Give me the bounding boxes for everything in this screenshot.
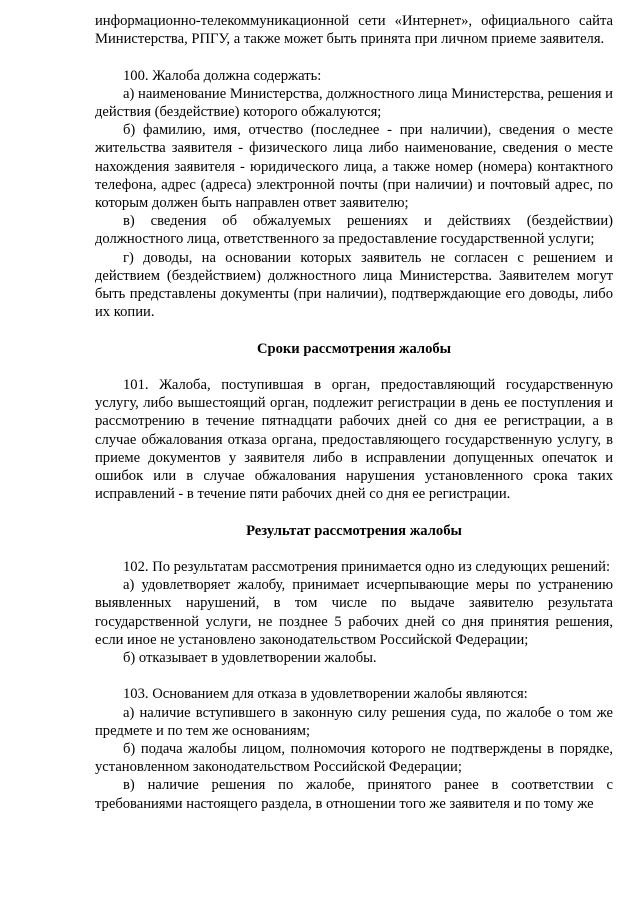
clause-100-b: б) фамилию, имя, отчество (последнее - при наличии), сведения о месте жительства заявителя - физического лица либо наименование, сведения о месте нахождения заявителя - юридического лица, а также номер (номера) контактного телефона, адрес (адреса) электронной почты (при наличии) и почтовый адрес, по которым должен быть направлен ответ заявителю; [95,122,613,212]
clause-102-b: б) отказывает в удовлетворении жалобы. [123,650,377,667]
clause-101: 101. Жалоба, поступившая в орган, предоставляющий государственную услугу, либо вышестоящий орган, подлежит регистрации в день ее поступления и рассмотрению в течение пятнадцати рабочих дней со дня ее регистрации, а в случае обжалования отказа органа, предоставляющего государственную услугу, в приеме документов у заявителя либо в исправлении допущенных опечаток и ошибок или в случае обжалования нарушения установленного срока таких исправлений - в течение пяти рабочих дней со дня ее регистрации. [95,377,613,503]
section-heading-review-terms: Сроки рассмотрения жалобы [256,340,452,357]
clause-103-intro: 103. Основанием для отказа в удовлетворении жалобы являются: [123,686,528,703]
clause-103-b: б) подача жалобы лицом, полномочия которого не подтверждены в порядке, установленном законодательством Российской Федерации; [95,741,613,776]
clause-100-intro: 100. Жалоба должна содержать: [123,67,322,84]
section-heading-review-result: Результат рассмотрения жалобы [246,522,462,539]
clause-102-intro: 102. По результатам рассмотрения принимается одно из следующих решений: [123,559,611,576]
continuation-paragraph: информационно-телекоммуникационной сети «Интернет», официального сайта Министерства, РПГУ, а также может быть принята при личном приеме заявителя. [95,13,613,48]
clause-103-a: а) наличие вступившего в законную силу решения суда, по жалобе о том же предмете и по тем же основаниям; [95,704,613,739]
clause-100-g: г) доводы, на основании которых заявитель не согласен с решением и действием (бездействием) должностного лица Министерства. Заявителем могут быть представлены документы (при наличии), подтверждающие его доводы, либо их копии. [95,249,613,321]
clause-100-v: в) сведения об обжалуемых решениях и действиях (бездействии) должностного лица, ответственного за предоставление государственной услуги; [95,213,613,248]
clause-102-a: а) удовлетворяет жалобу, принимает исчерпывающие меры по устранению выявленных нарушений, в том числе по выдаче заявителю результата государственной услуги, не позднее 5 рабочих дней со дня принятия решения, если иное не установлено законодательством Российской Федерации; [95,577,613,648]
clause-103-v: в) наличие решения по жалобе, принятого ранее в соответствии с требованиями настоящего раздела, в отношении того же заявителя и по тому же [95,777,613,812]
document-page [95,12,613,813]
clause-100-a: а) наименование Министерства, должностного лица Министерства, решения и действия (бездействие) которого обжалуются; [95,85,613,120]
